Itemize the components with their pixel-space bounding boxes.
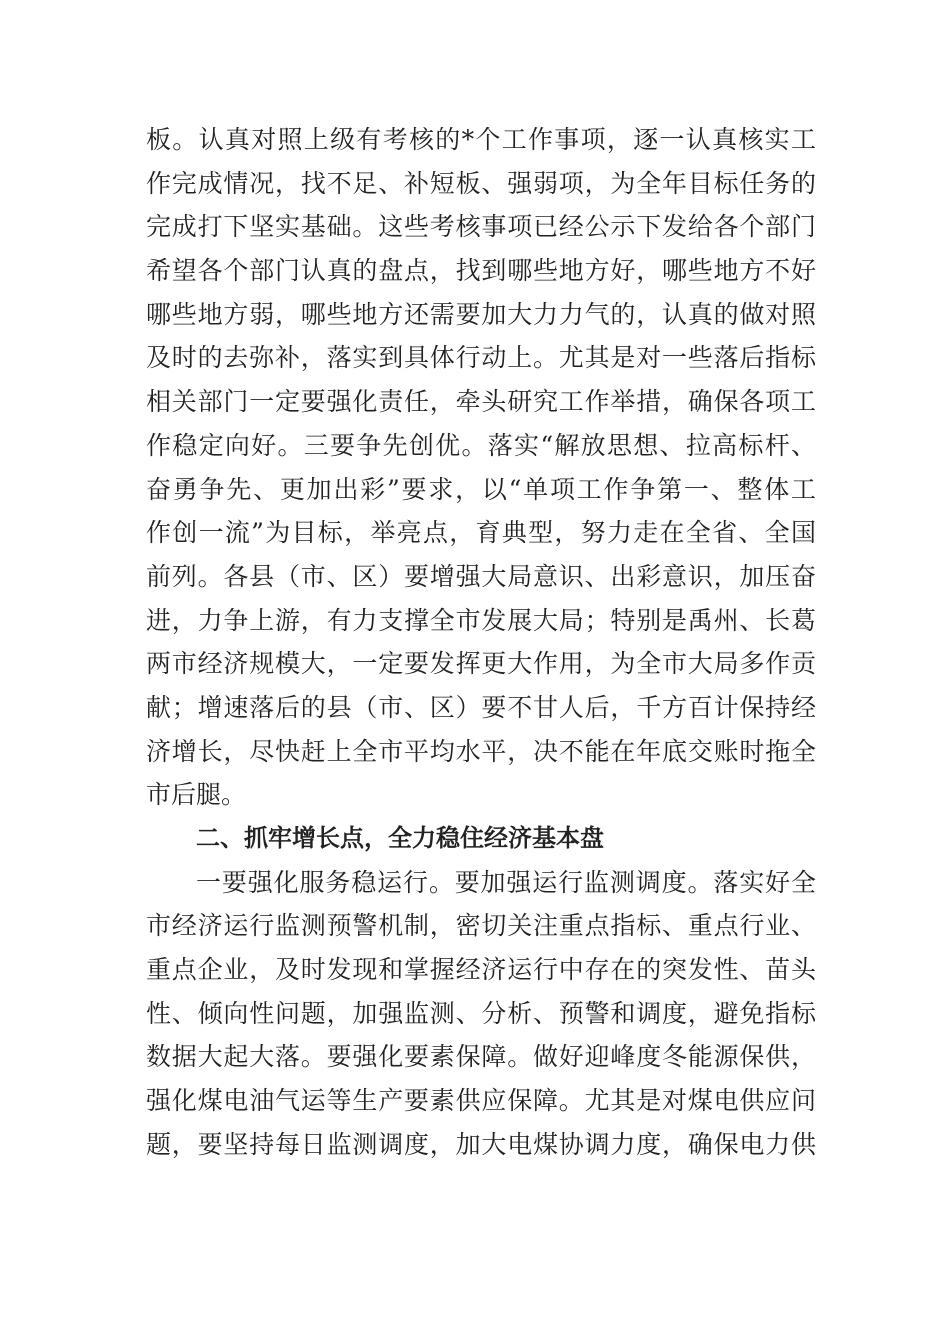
text-line: 强化煤电油气运等生产要素供应保障。尤其是对煤电供应问 — [146, 1086, 816, 1116]
text-line: 前列。各县（市、区）要增强大局意识、出彩意识，加压奋 — [146, 561, 816, 591]
text-line: 及时的去弥补，落实到具体行动上。尤其是对一些落后指标 — [146, 343, 816, 373]
text-line: 济增长，尽快赶上全市平均水平，决不能在年底交账时拖全 — [146, 736, 816, 766]
text-line: 希望各个部门认真的盘点，找到哪些地方好，哪些地方不好 — [146, 256, 816, 286]
text-line: 作创一流”为目标，举亮点，育典型，努力走在全省、全国 — [146, 518, 816, 548]
document-body — [146, 118, 816, 1167]
text-line: 数据大起大落。要强化要素保障。做好迎峰度冬能源保供， — [146, 1042, 816, 1072]
text-line: 作稳定向好。三要争先创优。落实“解放思想、拉高标杆、 — [146, 430, 816, 460]
text-line: 奋勇争先、更加出彩”要求，以“单项工作争第一、整体工 — [146, 474, 816, 504]
text-line: 进，力争上游，有力支撑全市发展大局；特别是禹州、长葛 — [146, 605, 816, 635]
text-line: 重点企业，及时发现和掌握经济运行中存在的突发性、苗头 — [146, 955, 816, 985]
section-heading: 二、抓牢增长点，全力稳住经济基本盘 — [196, 824, 604, 852]
text-line: 作完成情况，找不足、补短板、强弱项，为全年目标任务的 — [146, 168, 816, 198]
text-line: 板。认真对照上级有考核的*个工作事项，逐一认真核实工 — [146, 125, 816, 154]
text-line: 献；增速落后的县（市、区）要不甘人后，千方百计保持经 — [146, 692, 816, 722]
text-line: 市经济运行监测预警机制，密切关注重点指标、重点行业、 — [146, 911, 816, 941]
text-line: 市后腿。 — [146, 780, 247, 810]
text-line: 一要强化服务稳运行。要加强运行监测调度。落实好全 — [196, 867, 816, 897]
text-line: 相关部门一定要强化责任，牵头研究工作举措，确保各项工 — [146, 387, 816, 417]
text-line: 哪些地方弱，哪些地方还需要加大力力气的，认真的做对照 — [146, 299, 816, 329]
text-line: 题，要坚持每日监测调度，加大电煤协调力度，确保电力供 — [146, 1129, 816, 1159]
text-line: 完成打下坚实基础。这些考核事项已经公示下发给各个部门 — [146, 212, 816, 242]
paragraph-1 — [146, 118, 816, 817]
text-line: 两市经济规模大，一定要发挥更大作用，为全市大局多作贡 — [146, 649, 816, 679]
paragraph-2 — [146, 861, 816, 1167]
text-line: 性、倾向性问题，加强监测、分析、预警和调度，避免指标 — [146, 998, 816, 1028]
